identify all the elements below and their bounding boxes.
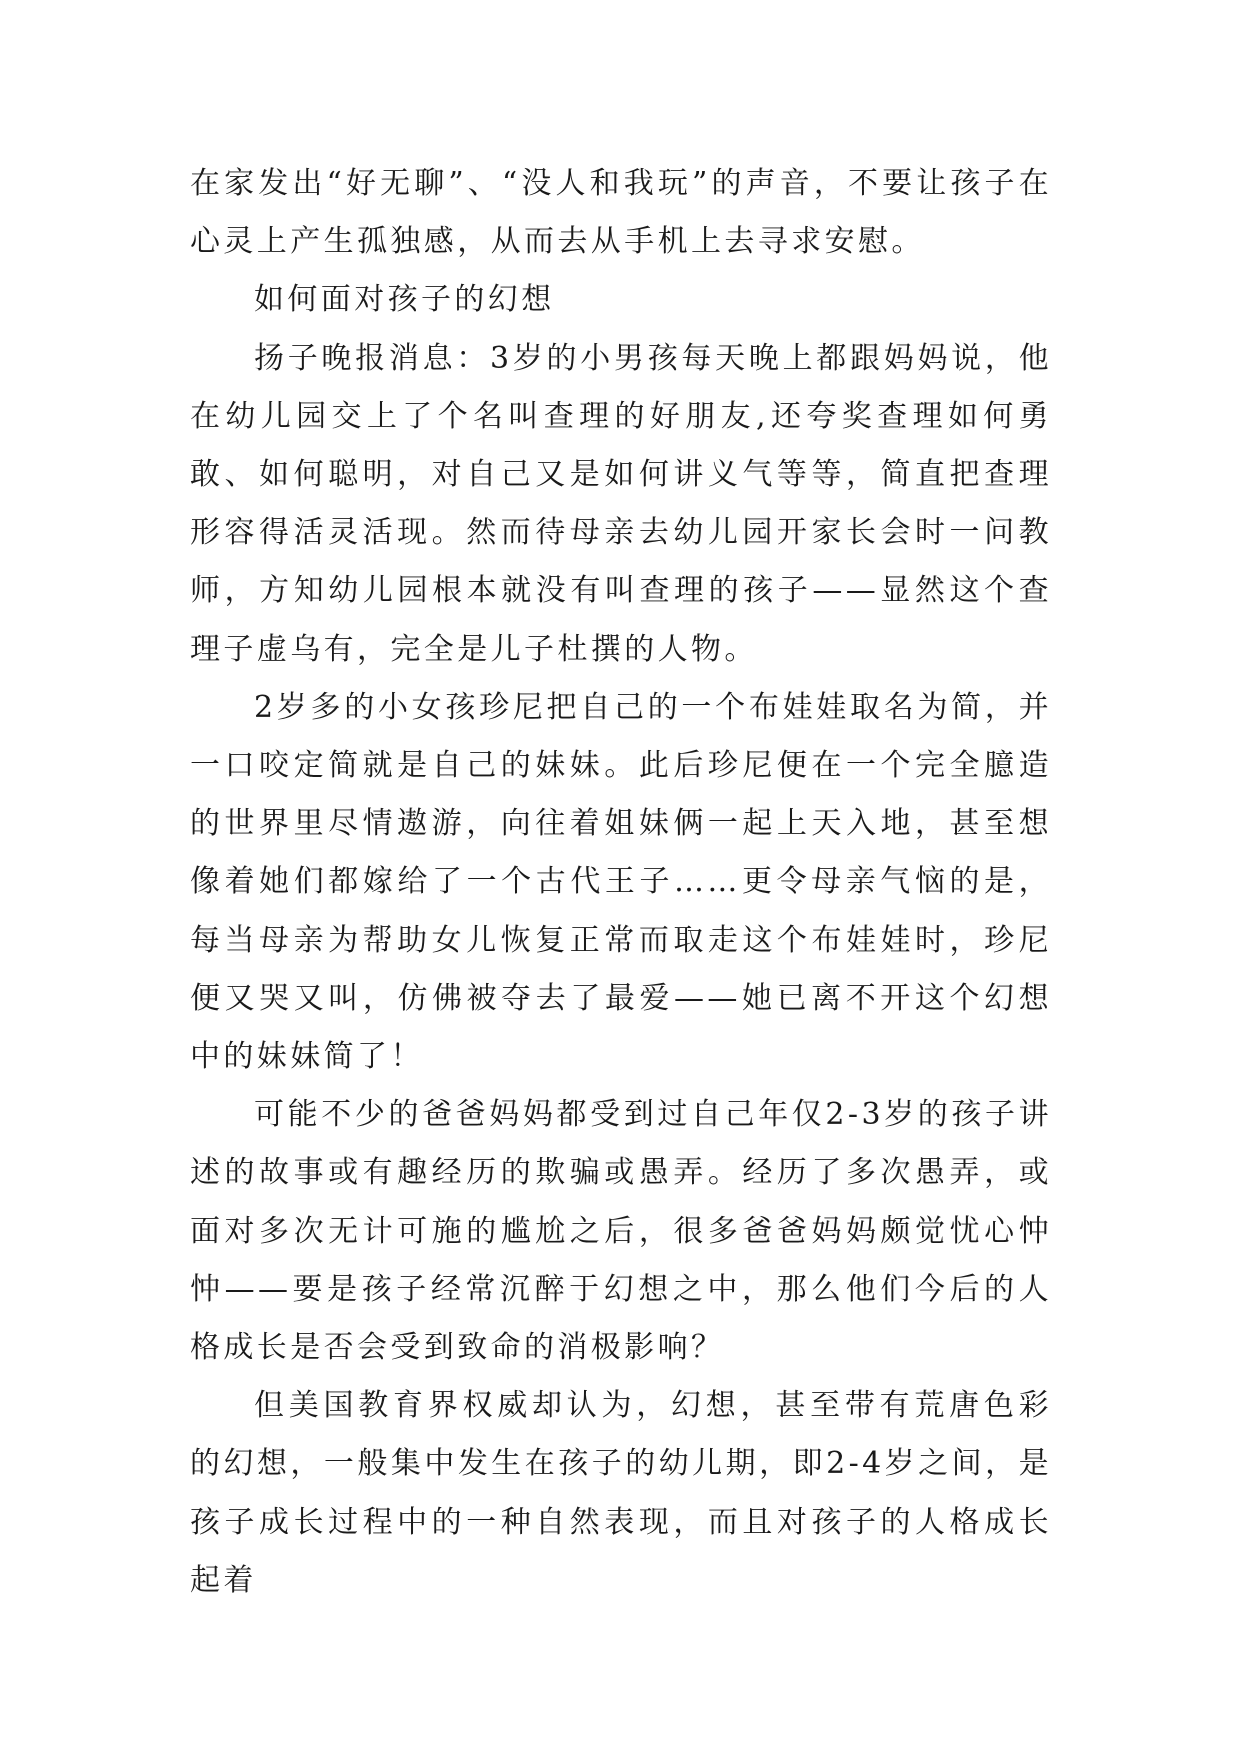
- paragraph-3: 2岁多的小女孩珍尼把自己的一个布娃娃取名为简，并一口咬定简就是自己的妹妹。此后珍尼便在一个完全臆造的世界里尽情遨游，向往着姐妹俩一起上天入地，甚至想像着她们都嫁给了一个古代王子……更令母亲气恼的是，每当母亲为帮助女儿恢复正常而取走这个布娃娃时，珍尼便又哭又叫，仿佛被夺去了最爱——她已离不开这个幻想中的妹妹简了！: [190, 689, 1052, 1075]
- section-heading: 如何面对孩子的幻想: [254, 282, 555, 318]
- paragraph-2: 扬子晚报消息：3岁的小男孩每天晚上都跟妈妈说，他在幼儿园交上了个名叫查理的好朋友,还夸奖查理如何勇敢、如何聪明，对自己又是如何讲义气等等，简直把查理形容得活灵活现。然而待母亲去幼儿园开家长会时一问教师，方知幼儿园根本就没有叫查理的孩子——显然这个查理子虚乌有，完全是儿子杜撰的人物。: [190, 340, 1052, 667]
- paragraph-1: 在家发出“好无聊”、“没人和我玩”的声音，不要让孩子在心灵上产生孤独感，从而去从手机上去寻求安慰。: [190, 166, 1052, 260]
- body-text: [190, 155, 1052, 1610]
- paragraph-5: 但美国教育界权威却认为，幻想，甚至带有荒唐色彩的幻想，一般集中发生在孩子的幼儿期，即2-4岁之间，是孩子成长过程中的一种自然表现，而且对孩子的人格成长起着: [190, 1388, 1052, 1598]
- paragraph-4: 可能不少的爸爸妈妈都受到过自己年仅2-3岁的孩子讲述的故事或有趣经历的欺骗或愚弄。经历了多次愚弄，或面对多次无计可施的尴尬之后，很多爸爸妈妈颇觉忧心忡忡——要是孩子经常沉醉于幻想之中，那么他们今后的人格成长是否会受到致命的消极影响？: [190, 1097, 1052, 1366]
